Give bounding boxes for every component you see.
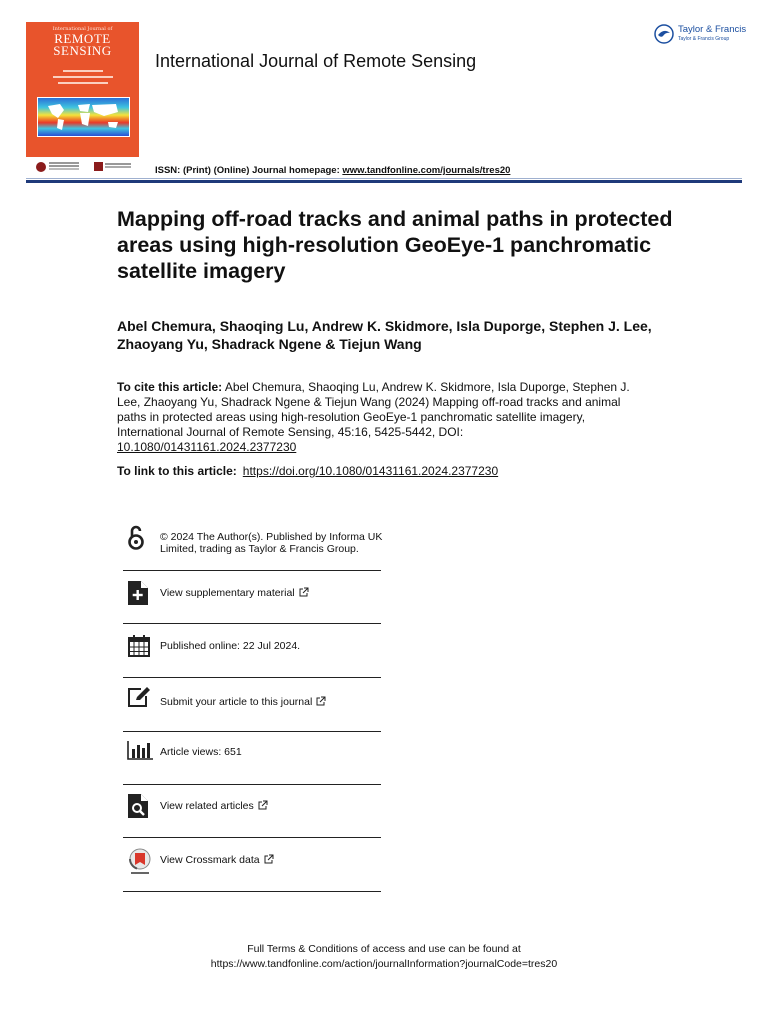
external-link-icon — [258, 800, 268, 810]
society-logo-icon — [36, 162, 46, 172]
submit-article-link[interactable] — [123, 678, 381, 732]
related-articles-label: View related articles — [160, 800, 254, 812]
terms-footer-url[interactable]: https://www.tandfonline.com/action/journalInformation?journalCode=tres20 — [210, 958, 558, 970]
publisher-logo-icon — [94, 162, 103, 171]
issn-label: ISSN: (Print) (Online) Journal homepage: — [155, 165, 343, 176]
taylor-francis-logo-icon — [654, 24, 674, 44]
article-link-label: To link to this article: — [117, 464, 237, 478]
cover-world-map — [37, 97, 130, 137]
supplementary-label: View supplementary material — [160, 587, 295, 599]
cover-subtitle-lines — [26, 68, 139, 86]
crossmark-link[interactable] — [123, 838, 381, 892]
open-access-icon — [127, 525, 145, 551]
published-date — [123, 624, 381, 678]
calendar-icon — [127, 634, 151, 658]
issn-line — [155, 165, 510, 176]
edit-icon — [127, 686, 151, 708]
citation-text: Abel Chemura, Shaoqing Lu, Andrew K. Skidmore, Isla Duporge, Stephen J. Lee, Zhaoyang Yu, Shadrack Ngene & Tiejun Wang (2024) Mapping off-road tracks and animal paths in protected areas using high-resolution GeoEye-1 panchromatic satellite imagery, International Journal of Remote Sensing, 45:16, 5425-5442, DOI: — [117, 380, 630, 439]
article-authors: Abel Chemura, Shaoqing Lu, Andrew K. Skidmore, Isla Duporge, Stephen J. Lee, Zhaoyang Yu, Shadrack Ngene & Tiejun Wang — [117, 318, 652, 352]
terms-footer-text: Full Terms & Conditions of access and use can be found at — [247, 943, 521, 955]
related-articles-link[interactable] — [123, 785, 381, 838]
publisher-group: Taylor & Francis Group — [678, 36, 730, 42]
header-divider — [26, 180, 742, 183]
cover-society-logos — [26, 157, 139, 177]
doi-link[interactable]: 10.1080/01431161.2024.2377230 — [117, 440, 297, 454]
terms-footer — [0, 942, 768, 972]
journal-cover-image — [26, 22, 139, 177]
cover-top-line: International Journal of — [52, 26, 113, 32]
article-doi-url[interactable]: https://doi.org/10.1080/01431161.2024.2377230 — [242, 464, 499, 478]
header-divider-thin — [26, 178, 742, 179]
article-link-line — [117, 464, 498, 478]
publisher-name: Taylor & Francis — [678, 24, 747, 35]
bar-chart-icon — [127, 740, 153, 760]
cover-title: REMOTE SENSING — [53, 31, 112, 58]
external-link-icon — [264, 854, 274, 864]
crossmark-label: View Crossmark data — [160, 854, 260, 866]
published-date-text: Published online: 22 Jul 2024. — [160, 640, 301, 652]
journal-homepage-link[interactable]: www.tandfonline.com/journals/tres20 — [342, 165, 511, 176]
article-info-list — [123, 522, 381, 892]
external-link-icon — [299, 587, 309, 597]
supplementary-material-link[interactable] — [123, 571, 381, 624]
supplementary-file-icon — [127, 580, 149, 606]
open-access-notice — [123, 522, 381, 571]
article-views — [123, 732, 381, 785]
copyright-text: © 2024 The Author(s). Published by Informa UK Limited, trading as Taylor & Francis Group. — [160, 531, 383, 555]
external-link-icon — [316, 696, 326, 706]
submit-article-label: Submit your article to this journal — [160, 696, 313, 708]
publisher-logo[interactable] — [654, 22, 754, 48]
crossmark-icon — [127, 848, 153, 876]
article-views-text: Article views: 651 — [160, 746, 242, 758]
citation-block — [117, 380, 637, 455]
journal-title: International Journal of Remote Sensing — [155, 51, 477, 71]
citation-label: To cite this article: — [117, 380, 223, 394]
article-title: Mapping off-road tracks and animal paths in protected areas using high-resolution GeoEye-1 panchromatic satellite imagery — [117, 207, 673, 283]
search-document-icon — [127, 793, 149, 819]
